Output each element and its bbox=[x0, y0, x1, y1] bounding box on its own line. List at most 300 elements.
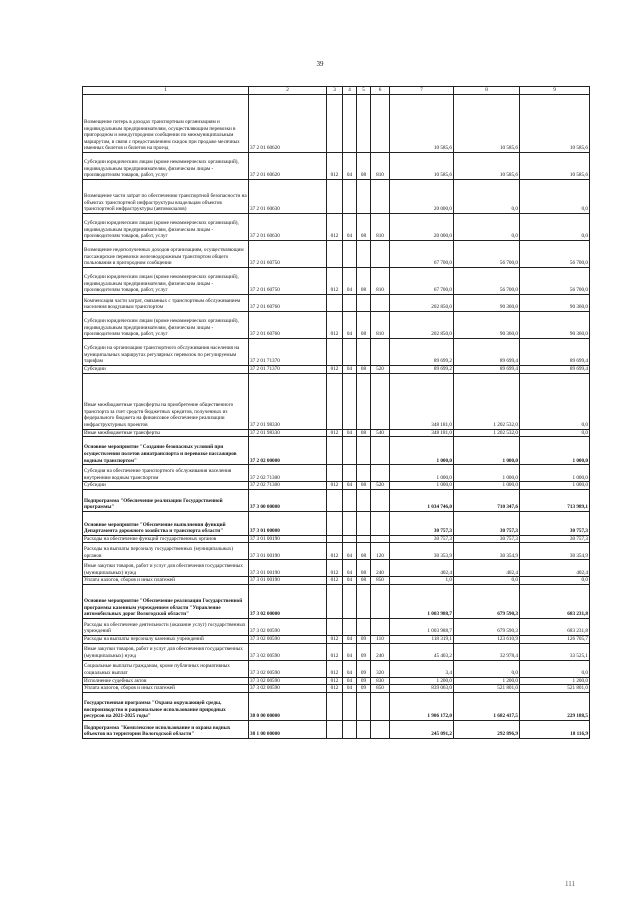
amount-2021-cell: 45 403,2 bbox=[390, 643, 454, 660]
amount-2022-cell: 30 757,3 bbox=[454, 535, 520, 543]
amount-2022-cell: 32 978,4 bbox=[454, 643, 520, 660]
amount-2022-cell: 402,4 bbox=[454, 560, 520, 577]
section-code-cell: 04 bbox=[343, 214, 357, 241]
expense-type-cell: 810 bbox=[371, 153, 390, 180]
ministry-code-cell bbox=[327, 339, 343, 366]
footer-mark: 111 bbox=[565, 880, 575, 888]
amount-2023-cell: 30 354,9 bbox=[520, 543, 590, 560]
subsection-code-cell: 08 bbox=[357, 366, 371, 374]
expense-type-cell: 810 bbox=[371, 312, 390, 339]
amount-2022-cell: 0,0 bbox=[454, 577, 520, 585]
ministry-code-cell: 012 bbox=[327, 429, 343, 437]
amount-2023-cell: 683 231,8 bbox=[520, 618, 590, 635]
expense-type-cell bbox=[371, 95, 390, 153]
amount-2021-cell: 1 000,0 bbox=[390, 437, 454, 465]
amount-2023-cell: 30 757,3 bbox=[520, 535, 590, 543]
section-code-cell bbox=[343, 295, 357, 312]
amount-2021-cell: 3,4 bbox=[390, 660, 454, 677]
row-name-cell: Расходы на обеспечение деятельности (оказание услуг) государственных учреждений bbox=[83, 618, 249, 635]
ministry-code-cell bbox=[327, 437, 343, 465]
amount-2022-cell: 1 000,0 bbox=[454, 437, 520, 465]
row-name-cell: Основное мероприятие "Создание безопасных условий при осуществлении полетов авиатранспорта и перевозке пассажиров водным транспортом" bbox=[83, 437, 249, 465]
table-row bbox=[83, 482, 590, 490]
classification-code-cell: 38 0 00 00000 bbox=[249, 692, 327, 720]
ministry-code-cell bbox=[327, 373, 343, 429]
expense-type-cell bbox=[371, 465, 390, 482]
table-row bbox=[83, 677, 590, 685]
row-name-cell: Субсидия на обеспечение транспортного обслуживания населения внутренним водным транспортом bbox=[83, 465, 249, 482]
expense-type-cell: 810 bbox=[371, 268, 390, 295]
table-row bbox=[83, 660, 590, 677]
expense-type-cell: 240 bbox=[371, 560, 390, 577]
amount-2022-cell: 10 585,6 bbox=[454, 95, 520, 153]
ministry-code-cell: 012 bbox=[327, 366, 343, 374]
amount-2023-cell: 56 700,0 bbox=[520, 268, 590, 295]
section-code-cell bbox=[343, 95, 357, 153]
subsection-code-cell bbox=[357, 535, 371, 543]
subsection-code-cell: 09 bbox=[357, 685, 371, 693]
table-row bbox=[83, 295, 590, 312]
amount-2022-cell: 56 700,0 bbox=[454, 268, 520, 295]
classification-code-cell: 37 2 01 60750 bbox=[249, 268, 327, 295]
table-row bbox=[83, 312, 590, 339]
classification-code-cell: 37 3 01 00190 bbox=[249, 535, 327, 543]
classification-code-cell: 37 2 01 60620 bbox=[249, 153, 327, 180]
table-row bbox=[83, 543, 590, 560]
amount-2023-cell: 33 525,1 bbox=[520, 643, 590, 660]
table-row bbox=[83, 618, 590, 635]
ministry-code-cell: 012 bbox=[327, 482, 343, 490]
subsection-code-cell bbox=[357, 180, 371, 214]
expense-type-cell bbox=[371, 584, 390, 618]
row-name-cell: Расходы на обеспечение функций государственных органов bbox=[83, 535, 249, 543]
amount-2022-cell: 679 590,3 bbox=[454, 584, 520, 618]
table-row bbox=[83, 268, 590, 295]
amount-2023-cell: 521 801,0 bbox=[520, 685, 590, 693]
row-name-cell: Возмещение части затрат по обеспечению транспортной безопасности на объектах транспортной инфраструктуры владельцам объектов транспортной инфраструктуры (автовокзалов) bbox=[83, 180, 249, 214]
header-cell: 4 bbox=[343, 87, 357, 95]
expense-type-cell: 110 bbox=[371, 635, 390, 643]
amount-2022-cell: 30 757,3 bbox=[454, 511, 520, 535]
amount-2022-cell: 1 202 532,0 bbox=[454, 373, 520, 429]
classification-code-cell: 37 2 01 71370 bbox=[249, 339, 327, 366]
amount-2023-cell: 229 188,5 bbox=[520, 692, 590, 720]
amount-2022-cell: 710 347,6 bbox=[454, 489, 520, 511]
subsection-code-cell bbox=[357, 618, 371, 635]
amount-2022-cell: 521 801,0 bbox=[454, 685, 520, 693]
amount-2021-cell: 1 000,0 bbox=[390, 482, 454, 490]
amount-2023-cell: 18 116,9 bbox=[520, 720, 590, 738]
ministry-code-cell bbox=[327, 180, 343, 214]
subsection-code-cell bbox=[357, 465, 371, 482]
classification-code-cell: 37 3 02 00000 bbox=[249, 584, 327, 618]
section-code-cell: 04 bbox=[343, 660, 357, 677]
row-name-cell: Расходы на выплаты персоналу казенных учреждений bbox=[83, 635, 249, 643]
header-cell: 9 bbox=[520, 87, 590, 95]
amount-2021-cell: 10 585,6 bbox=[390, 95, 454, 153]
subsection-code-cell bbox=[357, 489, 371, 511]
expense-type-cell bbox=[371, 618, 390, 635]
ministry-code-cell: 012 bbox=[327, 677, 343, 685]
section-code-cell bbox=[343, 241, 357, 268]
amount-2021-cell: 89 699,2 bbox=[390, 366, 454, 374]
amount-2021-cell: 67 700,0 bbox=[390, 268, 454, 295]
amount-2022-cell: 1 200,0 bbox=[454, 677, 520, 685]
amount-2021-cell: 839 063,0 bbox=[390, 685, 454, 693]
subsection-code-cell: 08 bbox=[357, 214, 371, 241]
amount-2021-cell: 348 181,0 bbox=[390, 429, 454, 437]
expense-type-cell: 520 bbox=[371, 366, 390, 374]
section-code-cell bbox=[343, 618, 357, 635]
classification-code-cell: 37 2 01 60630 bbox=[249, 180, 327, 214]
amount-2023-cell: 713 989,1 bbox=[520, 489, 590, 511]
amount-2023-cell: 0,0 bbox=[520, 180, 590, 214]
ministry-code-cell: 012 bbox=[327, 268, 343, 295]
expense-type-cell bbox=[371, 437, 390, 465]
expense-type-cell bbox=[371, 511, 390, 535]
row-name-cell: Субсидии юридическим лицам (кроме некоммерческих организаций), индивидуальным предпринимателям, физическим лицам - производителям товаров, работ, услуг bbox=[83, 153, 249, 180]
row-name-cell: Исполнение судебных актов bbox=[83, 677, 249, 685]
table-row bbox=[83, 437, 590, 465]
classification-code-cell: 37 3 02 00590 bbox=[249, 677, 327, 685]
amount-2023-cell: 10 585,6 bbox=[520, 95, 590, 153]
ministry-code-cell bbox=[327, 95, 343, 153]
row-name-cell: Иные межбюджетные трансферты на приобретение общественного транспорта за счет средств бюджетных кредитов, полученных из федерального бюджета на финансовое обеспечение реализации инфраструктурных проектов bbox=[83, 373, 249, 429]
classification-code-cell: 37 3 01 00000 bbox=[249, 511, 327, 535]
table-row bbox=[83, 180, 590, 214]
amount-2021-cell: 89 699,2 bbox=[390, 339, 454, 366]
header-cell: 6 bbox=[371, 87, 390, 95]
table-row bbox=[83, 720, 590, 738]
classification-code-cell: 37 3 02 00590 bbox=[249, 643, 327, 660]
subsection-code-cell bbox=[357, 720, 371, 738]
section-code-cell bbox=[343, 584, 357, 618]
subsection-code-cell: 09 bbox=[357, 635, 371, 643]
amount-2021-cell: 30 757,3 bbox=[390, 511, 454, 535]
amount-2021-cell: 1 000,0 bbox=[390, 465, 454, 482]
ministry-code-cell: 012 bbox=[327, 660, 343, 677]
classification-code-cell: 37 2 01 98330 bbox=[249, 373, 327, 429]
table-row bbox=[83, 373, 590, 429]
header-cell: 3 bbox=[327, 87, 343, 95]
table-row bbox=[83, 535, 590, 543]
section-code-cell: 04 bbox=[343, 482, 357, 490]
header-cell: 1 bbox=[83, 87, 249, 95]
amount-2023-cell: 1 000,0 bbox=[520, 437, 590, 465]
section-code-cell: 04 bbox=[343, 560, 357, 577]
table-row bbox=[83, 241, 590, 268]
ministry-code-cell bbox=[327, 584, 343, 618]
expense-type-cell: 850 bbox=[371, 577, 390, 585]
section-code-cell: 04 bbox=[343, 685, 357, 693]
subsection-code-cell bbox=[357, 437, 371, 465]
section-code-cell: 04 bbox=[343, 153, 357, 180]
amount-2023-cell: 1 000,0 bbox=[520, 482, 590, 490]
classification-code-cell: 37 3 01 00190 bbox=[249, 577, 327, 585]
amount-2021-cell: 20 000,0 bbox=[390, 180, 454, 214]
row-name-cell: Иные закупки товаров, работ и услуг для обеспечения государственных (муниципальных) нужд bbox=[83, 643, 249, 660]
subsection-code-cell bbox=[357, 373, 371, 429]
amount-2021-cell: 10 585,6 bbox=[390, 153, 454, 180]
amount-2021-cell: 1,0 bbox=[390, 577, 454, 585]
ministry-code-cell: 012 bbox=[327, 643, 343, 660]
ministry-code-cell bbox=[327, 692, 343, 720]
amount-2023-cell: 0,0 bbox=[520, 577, 590, 585]
row-name-cell: Субсидии юридическим лицам (кроме некоммерческих организаций), индивидуальным предпринимателям, физическим лицам - производителям товаров, работ, услуг bbox=[83, 268, 249, 295]
ministry-code-cell bbox=[327, 295, 343, 312]
page-number: 39 bbox=[316, 60, 324, 68]
row-name-cell: Государственная программа "Охрана окружающей среды, воспроизводство и рациональное использование природных ресурсов на 2021-2025 годы" bbox=[83, 692, 249, 720]
amount-2022-cell: 679 590,3 bbox=[454, 618, 520, 635]
classification-code-cell: 37 2 01 60630 bbox=[249, 214, 327, 241]
amount-2023-cell: 683 231,8 bbox=[520, 584, 590, 618]
classification-code-cell: 37 2 01 60750 bbox=[249, 241, 327, 268]
header-cell: 2 bbox=[249, 87, 327, 95]
amount-2021-cell: 202 850,0 bbox=[390, 312, 454, 339]
expense-type-cell bbox=[371, 535, 390, 543]
section-code-cell: 04 bbox=[343, 268, 357, 295]
expense-type-cell bbox=[371, 180, 390, 214]
table-row bbox=[83, 489, 590, 511]
amount-2023-cell: 1 200,0 bbox=[520, 677, 590, 685]
classification-code-cell: 37 2 01 71370 bbox=[249, 366, 327, 374]
amount-2021-cell: 245 091,2 bbox=[390, 720, 454, 738]
amount-2022-cell: 0,0 bbox=[454, 180, 520, 214]
section-code-cell bbox=[343, 180, 357, 214]
table-row bbox=[83, 429, 590, 437]
classification-code-cell: 37 2 01 60760 bbox=[249, 295, 327, 312]
subsection-code-cell bbox=[357, 295, 371, 312]
expense-type-cell: 810 bbox=[371, 214, 390, 241]
amount-2021-cell: 348 181,0 bbox=[390, 373, 454, 429]
table-row bbox=[83, 339, 590, 366]
amount-2023-cell: 126 705,7 bbox=[520, 635, 590, 643]
section-code-cell bbox=[343, 720, 357, 738]
header-cell: 5 bbox=[357, 87, 371, 95]
row-name-cell: Компенсация части затрат, связанных с транспортным обслуживанием населения воздушным транспортом bbox=[83, 295, 249, 312]
table-row bbox=[83, 577, 590, 585]
subsection-code-cell bbox=[357, 692, 371, 720]
amount-2021-cell: 202 850,0 bbox=[390, 295, 454, 312]
amount-2022-cell: 292 896,9 bbox=[454, 720, 520, 738]
amount-2022-cell: 10 585,6 bbox=[454, 153, 520, 180]
section-code-cell bbox=[343, 373, 357, 429]
ministry-code-cell: 012 bbox=[327, 153, 343, 180]
amount-2023-cell: 89 699,4 bbox=[520, 339, 590, 366]
section-code-cell: 04 bbox=[343, 677, 357, 685]
ministry-code-cell bbox=[327, 618, 343, 635]
amount-2022-cell: 90 360,0 bbox=[454, 312, 520, 339]
row-name-cell: Субсидии на организацию транспортного обслуживания населения на муниципальных маршрутах регулярных перевозок по регулируемым тарифам bbox=[83, 339, 249, 366]
expense-type-cell: 320 bbox=[371, 660, 390, 677]
subsection-code-cell: 08 bbox=[357, 429, 371, 437]
amount-2022-cell: 123 610,9 bbox=[454, 635, 520, 643]
row-name-cell: Основное мероприятие "Обеспечение реализации Государственной программы казенным учреждением области "Управление автомобильных дорог Вологодской области" bbox=[83, 584, 249, 618]
section-code-cell bbox=[343, 692, 357, 720]
expense-type-cell: 120 bbox=[371, 543, 390, 560]
classification-code-cell: 37 2 01 60620 bbox=[249, 95, 327, 153]
ministry-code-cell bbox=[327, 720, 343, 738]
section-code-cell bbox=[343, 437, 357, 465]
amount-2023-cell: 90 360,0 bbox=[520, 295, 590, 312]
amount-2022-cell: 1 682 417,5 bbox=[454, 692, 520, 720]
table-body bbox=[83, 95, 590, 739]
expense-type-cell: 830 bbox=[371, 677, 390, 685]
classification-code-cell: 37 2 02 71300 bbox=[249, 482, 327, 490]
row-name-cell: Возмещение потерь в доходах транспортным организациям и индивидуальным предпринимателям, осуществляющим перевозки в пригородном и междугородном сообщении по межмуниципальным маршрутам, в связи с предоставлением скидок при продаже месячных именных билетов и билетов на проезд bbox=[83, 95, 249, 153]
amount-2023-cell: 0,0 bbox=[520, 373, 590, 429]
table-row bbox=[83, 584, 590, 618]
amount-2021-cell: 1 034 746,0 bbox=[390, 489, 454, 511]
subsection-code-cell bbox=[357, 511, 371, 535]
amount-2022-cell: 56 700,0 bbox=[454, 241, 520, 268]
amount-2022-cell: 89 699,4 bbox=[454, 366, 520, 374]
subsection-code-cell bbox=[357, 95, 371, 153]
row-name-cell: Иные межбюджетные трансферты bbox=[83, 429, 249, 437]
subsection-code-cell: 08 bbox=[357, 268, 371, 295]
classification-code-cell: 38 1 00 00000 bbox=[249, 720, 327, 738]
ministry-code-cell: 012 bbox=[327, 685, 343, 693]
header-cell: 7 bbox=[390, 87, 454, 95]
row-name-cell: Подпрограмма "Обеспечение реализации Государственной программы" bbox=[83, 489, 249, 511]
row-name-cell: Возмещение недополученных доходов организациям, осуществляющим пассажирские перевозки железнодорожным транспортом общего пользования в пригородном сообщении bbox=[83, 241, 249, 268]
subsection-code-cell bbox=[357, 339, 371, 366]
amount-2022-cell: 89 699,4 bbox=[454, 339, 520, 366]
table-row bbox=[83, 214, 590, 241]
section-code-cell: 04 bbox=[343, 312, 357, 339]
ministry-code-cell: 012 bbox=[327, 635, 343, 643]
section-code-cell: 04 bbox=[343, 543, 357, 560]
table-row bbox=[83, 95, 590, 153]
expense-type-cell bbox=[371, 692, 390, 720]
amount-2023-cell: 56 700,0 bbox=[520, 241, 590, 268]
subsection-code-cell: 08 bbox=[357, 577, 371, 585]
ministry-code-cell bbox=[327, 465, 343, 482]
table-header-row bbox=[83, 87, 590, 95]
amount-2021-cell: 118 319,1 bbox=[390, 635, 454, 643]
ministry-code-cell bbox=[327, 511, 343, 535]
row-name-cell: Уплата налогов, сборов и иных платежей bbox=[83, 685, 249, 693]
budget-table bbox=[82, 86, 590, 739]
row-name-cell: Субсидии bbox=[83, 482, 249, 490]
row-name-cell: Уплата налогов, сборов и иных платежей bbox=[83, 577, 249, 585]
expense-type-cell bbox=[371, 241, 390, 268]
amount-2022-cell: 1 000,0 bbox=[454, 465, 520, 482]
classification-code-cell: 37 2 01 98330 bbox=[249, 429, 327, 437]
amount-2022-cell: 0,0 bbox=[454, 214, 520, 241]
amount-2022-cell: 90 360,0 bbox=[454, 295, 520, 312]
expense-type-cell bbox=[371, 339, 390, 366]
row-name-cell: Расходы на выплаты персоналу государственных (муниципальных) органов bbox=[83, 543, 249, 560]
subsection-code-cell: 09 bbox=[357, 643, 371, 660]
amount-2023-cell: 0,0 bbox=[520, 660, 590, 677]
expense-type-cell: 240 bbox=[371, 643, 390, 660]
classification-code-cell: 37 3 01 00190 bbox=[249, 560, 327, 577]
subsection-code-cell: 09 bbox=[357, 677, 371, 685]
amount-2023-cell: 402,4 bbox=[520, 560, 590, 577]
table-row bbox=[83, 635, 590, 643]
classification-code-cell: 37 3 02 00590 bbox=[249, 635, 327, 643]
amount-2022-cell: 0,0 bbox=[454, 660, 520, 677]
header-cell: 8 bbox=[454, 87, 520, 95]
amount-2021-cell: 67 700,0 bbox=[390, 241, 454, 268]
subsection-code-cell: 08 bbox=[357, 543, 371, 560]
row-name-cell: Подпрограмма "Комплексное использование и охрана водных объектов на территории Вологодской области" bbox=[83, 720, 249, 738]
ministry-code-cell bbox=[327, 535, 343, 543]
section-code-cell: 04 bbox=[343, 429, 357, 437]
classification-code-cell: 37 3 02 00590 bbox=[249, 618, 327, 635]
amount-2023-cell: 0,0 bbox=[520, 429, 590, 437]
amount-2021-cell: 30 353,9 bbox=[390, 543, 454, 560]
section-code-cell: 04 bbox=[343, 577, 357, 585]
table-row bbox=[83, 560, 590, 577]
section-code-cell bbox=[343, 535, 357, 543]
classification-code-cell: 37 3 02 00590 bbox=[249, 685, 327, 693]
section-code-cell: 04 bbox=[343, 635, 357, 643]
classification-code-cell: 37 3 00 00000 bbox=[249, 489, 327, 511]
expense-type-cell: 540 bbox=[371, 429, 390, 437]
amount-2021-cell: 20 000,0 bbox=[390, 214, 454, 241]
ministry-code-cell: 012 bbox=[327, 214, 343, 241]
amount-2023-cell: 1 000,0 bbox=[520, 465, 590, 482]
classification-code-cell: 37 2 02 71300 bbox=[249, 465, 327, 482]
subsection-code-cell: 09 bbox=[357, 660, 371, 677]
expense-type-cell bbox=[371, 489, 390, 511]
amount-2022-cell: 1 000,0 bbox=[454, 482, 520, 490]
amount-2023-cell: 0,0 bbox=[520, 214, 590, 241]
ministry-code-cell: 012 bbox=[327, 560, 343, 577]
classification-code-cell: 37 2 01 60760 bbox=[249, 312, 327, 339]
table-row bbox=[83, 511, 590, 535]
row-name-cell: Иные закупки товаров, работ и услуг для обеспечения государственных (муниципальных) нужд bbox=[83, 560, 249, 577]
row-name-cell: Субсидии bbox=[83, 366, 249, 374]
row-name-cell: Социальные выплаты гражданам, кроме публичных нормативных социальных выплат bbox=[83, 660, 249, 677]
ministry-code-cell bbox=[327, 489, 343, 511]
classification-code-cell: 37 3 02 00590 bbox=[249, 660, 327, 677]
table-row bbox=[83, 643, 590, 660]
subsection-code-cell bbox=[357, 584, 371, 618]
table-row bbox=[83, 692, 590, 720]
section-code-cell bbox=[343, 465, 357, 482]
table-row bbox=[83, 685, 590, 693]
amount-2023-cell: 10 585,6 bbox=[520, 153, 590, 180]
table-row bbox=[83, 366, 590, 374]
amount-2021-cell: 1 906 172,0 bbox=[390, 692, 454, 720]
subsection-code-cell: 08 bbox=[357, 312, 371, 339]
amount-2021-cell: 1 200,0 bbox=[390, 677, 454, 685]
ministry-code-cell: 012 bbox=[327, 312, 343, 339]
row-name-cell: Субсидии юридическим лицам (кроме некоммерческих организаций), индивидуальным предпринимателям, физическим лицам - производителям товаров, работ, услуг bbox=[83, 214, 249, 241]
amount-2022-cell: 30 354,9 bbox=[454, 543, 520, 560]
row-name-cell: Субсидии юридическим лицам (кроме некоммерческих организаций), индивидуальным предпринимателям, физическим лицам - производителям товаров, работ, услуг bbox=[83, 312, 249, 339]
expense-type-cell bbox=[371, 373, 390, 429]
amount-2023-cell: 30 757,3 bbox=[520, 511, 590, 535]
amount-2021-cell: 402,4 bbox=[390, 560, 454, 577]
subsection-code-cell: 08 bbox=[357, 482, 371, 490]
subsection-code-cell: 08 bbox=[357, 560, 371, 577]
table-row bbox=[83, 465, 590, 482]
amount-2021-cell: 1 003 988,7 bbox=[390, 584, 454, 618]
ministry-code-cell bbox=[327, 241, 343, 268]
section-code-cell: 04 bbox=[343, 366, 357, 374]
table-row bbox=[83, 153, 590, 180]
expense-type-cell: 520 bbox=[371, 482, 390, 490]
subsection-code-cell: 08 bbox=[357, 153, 371, 180]
amount-2021-cell: 1 003 988,7 bbox=[390, 618, 454, 635]
expense-type-cell bbox=[371, 720, 390, 738]
section-code-cell bbox=[343, 511, 357, 535]
ministry-code-cell: 012 bbox=[327, 543, 343, 560]
